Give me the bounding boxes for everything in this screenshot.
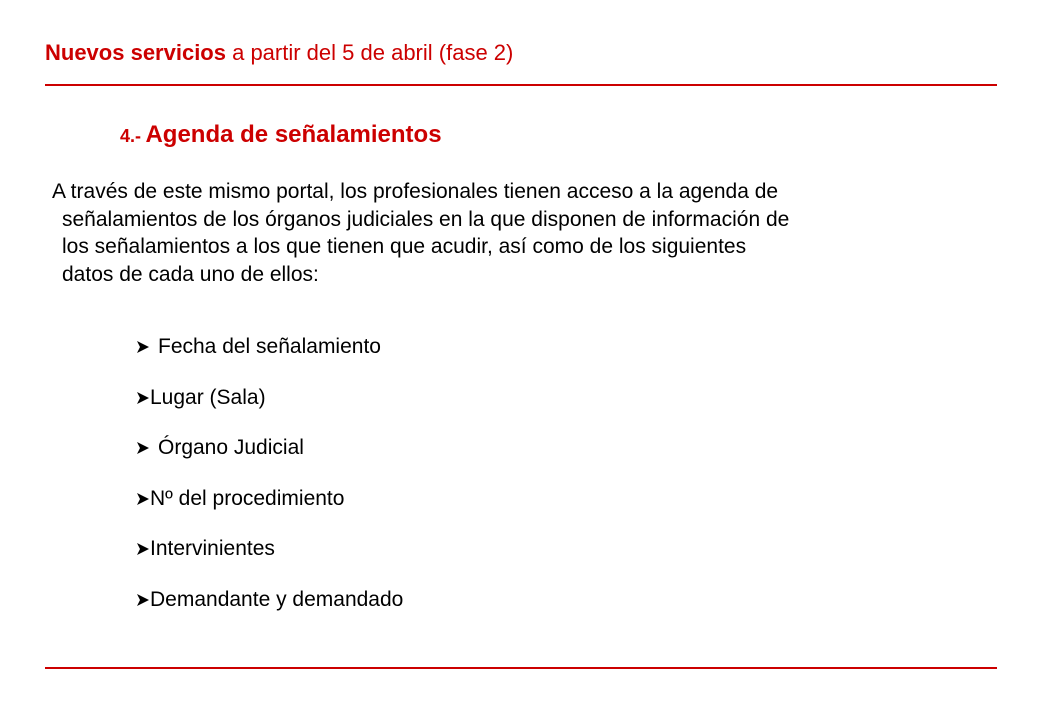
list-item-label: Demandante y demandado [150,587,404,611]
arrow-bullet-icon [136,542,150,556]
arrow-bullet-icon [136,492,150,506]
intro-paragraph [52,178,992,288]
arrow-bullet-icon [136,441,150,455]
section-number: 4.- [120,126,142,146]
list-item [136,432,403,483]
list-item [136,584,403,635]
details-list [136,331,403,634]
list-item [136,331,403,382]
arrow-bullet-icon [136,340,150,354]
intro-line: datos de cada uno de ellos: [62,262,319,286]
bottom-divider [45,667,997,669]
list-item-label: Órgano Judicial [158,436,304,459]
list-item [136,382,403,433]
top-divider [45,84,997,86]
page-title [45,40,513,66]
intro-line: A través de este mismo portal, los profesionales tienen acceso a la agenda de [52,180,779,203]
section-title: Agenda de señalamientos [145,121,442,148]
list-item-label: Intervinientes [150,537,275,560]
page-title-bold: Nuevos servicios [45,40,226,65]
list-item-label: Nº del procedimiento [150,486,345,510]
list-item [136,533,403,584]
intro-line: los señalamientos a los que tienen que acudir, así como de los siguientes [62,235,747,258]
page-title-rest: a partir del 5 de abril (fase 2) [225,40,514,65]
intro-line: señalamientos de los órganos judiciales en la que disponen de información de [62,207,790,231]
list-item-label: Lugar (Sala) [150,385,266,409]
arrow-bullet-icon [136,593,150,607]
list-item [136,483,403,534]
list-item-label: Fecha del señalamiento [158,335,381,358]
arrow-bullet-icon [136,391,150,405]
section-heading [120,121,442,149]
